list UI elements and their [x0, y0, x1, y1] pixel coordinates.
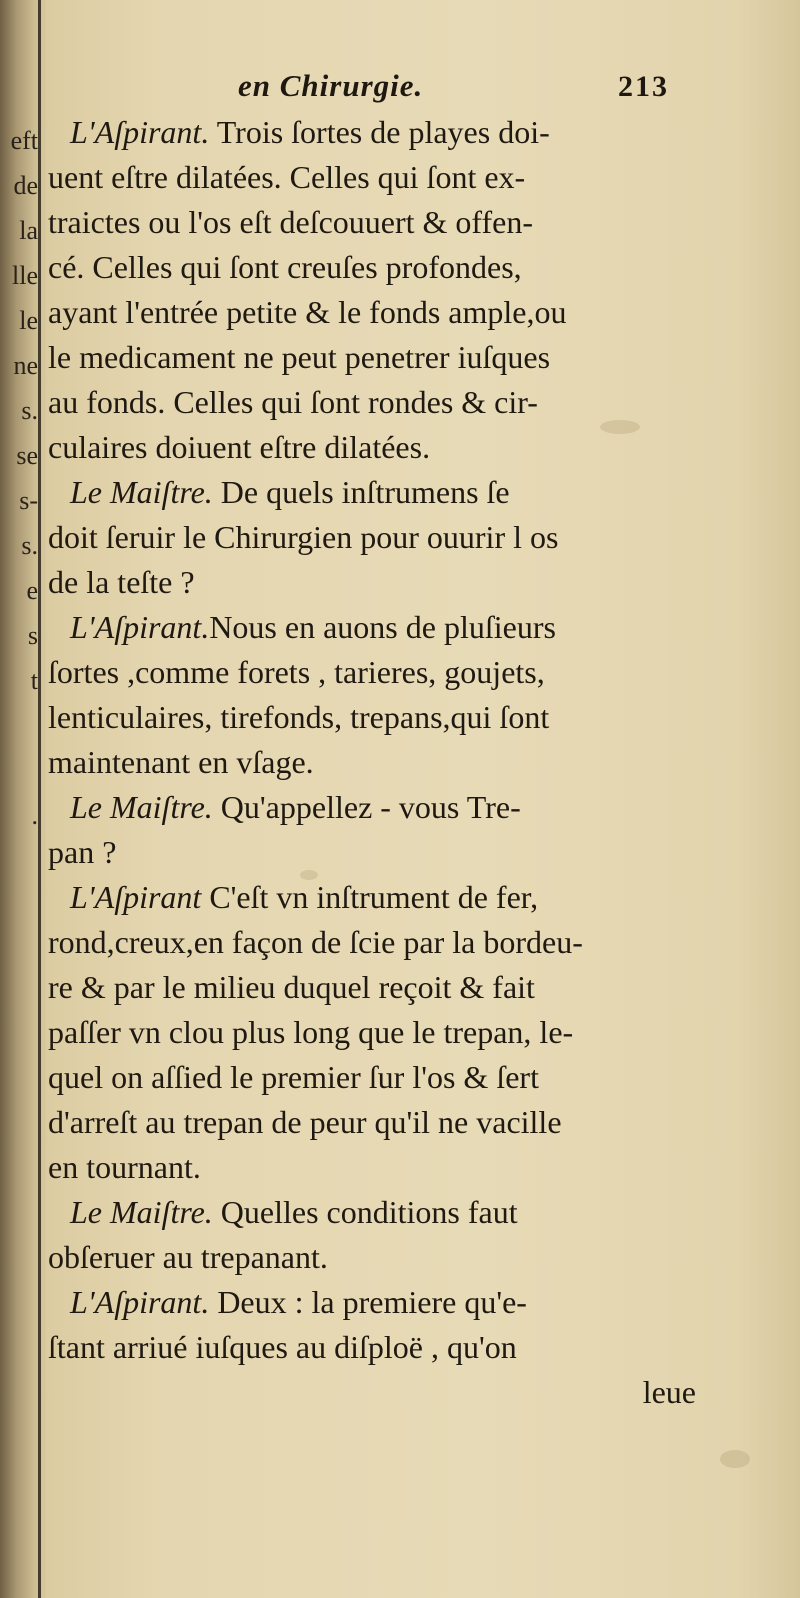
text-line: [48, 335, 698, 380]
speaker-label: Le Maiſtre.: [70, 789, 213, 825]
line-text: traictes ou l'os eſt deſcouuert & offen-: [48, 204, 534, 240]
margin-fragment: de: [13, 171, 38, 200]
line-text: au fonds. Celles qui ſont rondes & cir-: [48, 384, 538, 420]
line-text: cé. Celles qui ſont creuſes profondes,: [48, 249, 522, 285]
line-text: lenticulaires, tirefonds, trepans,qui ſont: [48, 699, 550, 735]
line-text: De quels inſtrumens ſe: [212, 474, 510, 510]
line-text: paſſer vn clou plus long que le trepan, le-: [48, 1014, 574, 1050]
margin-fragment: s-: [19, 486, 38, 515]
text-line: [48, 1235, 698, 1280]
text-line: [48, 1010, 698, 1055]
line-text: rond,creux,en façon de ſcie par la bordeu-: [48, 924, 583, 960]
text-line: [48, 785, 698, 830]
text-line: [48, 695, 698, 740]
text-line: [48, 1145, 698, 1190]
gutter-edge: [38, 0, 41, 1598]
running-head: en Chirurgie.: [238, 68, 424, 103]
line-text: doit ſeruir le Chirurgien pour ouurir l os: [48, 519, 559, 555]
facing-page-margin: [2, 118, 38, 838]
line-text: re & par le milieu duquel reçoit & fait: [48, 969, 535, 1005]
margin-fragment: [2, 748, 38, 793]
margin-fragment: s.: [21, 396, 38, 425]
margin-fragment: la: [19, 216, 38, 245]
text-line: [48, 830, 698, 875]
line-text: culaires doiuent eſtre dilatées.: [48, 429, 431, 465]
text-line: [48, 1280, 698, 1325]
text-line: [48, 740, 698, 785]
margin-fragment: s: [27, 621, 38, 650]
text-line: [48, 560, 698, 605]
speaker-label: L'Aſpirant.: [70, 114, 210, 150]
text-line: [48, 110, 698, 155]
line-text: C'eſt vn inſtrument de fer,: [201, 879, 539, 915]
line-text: obſeruer au trepanant.: [48, 1239, 328, 1275]
speaker-label: Le Maiſtre.: [70, 1194, 213, 1230]
margin-fragment: se: [16, 441, 38, 470]
line-text: le medicament ne peut penetrer iuſques: [48, 339, 551, 375]
line-text: en tournant.: [48, 1149, 201, 1185]
speaker-label: L'Aſpirant.: [70, 609, 210, 645]
margin-fragment: [2, 703, 38, 748]
text-line: [48, 1325, 698, 1370]
line-text: uent eſtre dilatées. Celles qui ſont ex-: [48, 159, 526, 195]
line-text: Deux : la premiere qu'e-: [209, 1284, 527, 1320]
line-text: de la teſte ?: [48, 564, 195, 600]
margin-fragment: eft: [10, 126, 38, 155]
text-line: [48, 1055, 698, 1100]
margin-fragment: lle: [12, 261, 38, 290]
line-text: Qu'appellez - vous Tre-: [212, 789, 521, 825]
text-line: [48, 965, 698, 1010]
text-line: [48, 875, 698, 920]
margin-fragment: .: [31, 801, 38, 830]
text-line: [48, 470, 698, 515]
speaker-label: L'Aſpirant.: [70, 1284, 210, 1320]
margin-fragment: e: [26, 576, 38, 605]
line-text: pan ?: [48, 834, 117, 870]
page-number: 213: [618, 70, 669, 103]
line-text: ſtant arriué iuſques au diſploë , qu'on: [48, 1329, 517, 1365]
text-line: [48, 920, 698, 965]
margin-fragment: s.: [21, 531, 38, 560]
text-line: [48, 650, 698, 695]
line-text: Nous en auons de pluſieurs: [209, 609, 556, 645]
text-line: [48, 605, 698, 650]
line-text: Trois ſortes de playes doi-: [209, 114, 550, 150]
text-line: [48, 1100, 698, 1145]
speaker-label: L'Aſpirant: [70, 879, 202, 915]
text-line: [48, 515, 698, 560]
line-text: d'arreſt au trepan de peur qu'il ne vacille: [48, 1104, 562, 1140]
body-text: [48, 110, 698, 1415]
line-text: ſortes ,comme forets , tarieres, goujets,: [48, 654, 545, 690]
margin-fragment: t: [30, 666, 38, 695]
line-text: ayant l'entrée petite & le fonds ample,ou: [48, 294, 567, 330]
text-line: [48, 425, 698, 470]
text-line: [48, 1190, 698, 1235]
line-text: Quelles conditions faut: [212, 1194, 518, 1230]
line-text: quel on aſſied le premier ſur l'os & ſert: [48, 1059, 539, 1095]
text-line: [48, 290, 698, 335]
margin-fragment: ne: [13, 351, 38, 380]
text-line: [48, 155, 698, 200]
text-line: [48, 245, 698, 290]
paper-stain: [720, 1450, 750, 1468]
speaker-label: Le Maiſtre.: [70, 474, 213, 510]
catchword: leue: [642, 1374, 696, 1410]
text-line: [48, 200, 698, 245]
text-line: [48, 380, 698, 425]
page-header: [48, 68, 698, 112]
margin-fragment: le: [19, 306, 38, 335]
line-text: maintenant en vſage.: [48, 744, 314, 780]
